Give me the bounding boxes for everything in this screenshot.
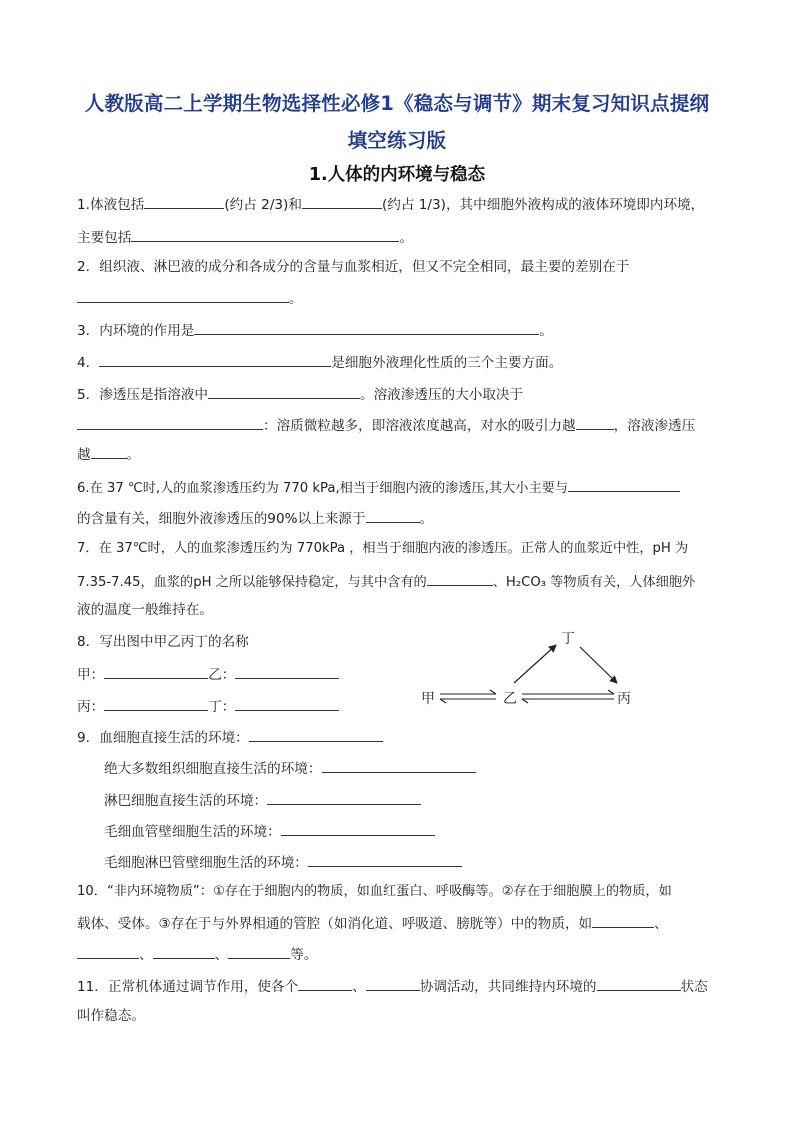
q8-label-yi: 乙：: [208, 667, 236, 683]
question-7-line-2: [77, 570, 695, 593]
q1-text-a: 1.体液包括: [77, 197, 145, 213]
q2-blank-1[interactable]: [77, 287, 289, 303]
q5-blank-3[interactable]: [576, 414, 614, 430]
q9-blank-2[interactable]: [322, 757, 476, 773]
section-title: 1.人体的内环境与稳态: [308, 165, 486, 185]
q5-text-a: 5．渗透压是指溶液中: [77, 387, 208, 403]
q9-blank-5[interactable]: [308, 851, 462, 867]
question-9-line-4: [104, 820, 435, 842]
q3-text-b: 。: [539, 323, 553, 339]
q9-text-d: 毛细血管壁细胞生活的环境：: [104, 824, 281, 840]
q10-text-a: 10．“非内环境物质”：①存在于细胞内的物质，如血红蛋白、呼吸酶等。②存在于细胞膜上的物质，如: [77, 884, 672, 899]
question-5-line-1: [77, 383, 523, 405]
q4-text-b: 是细胞外液理化性质的三个主要方面。: [331, 355, 563, 371]
question-8-prompt: [77, 632, 249, 652]
q5-text-e: 越: [77, 447, 91, 463]
q5-blank-2[interactable]: [77, 414, 263, 430]
q1-blank-1[interactable]: [144, 193, 224, 209]
q10-text-d: 、: [139, 947, 153, 963]
q3-text-a: 3．内环境的作用是: [77, 323, 195, 339]
q8-blank-jia[interactable]: [104, 663, 208, 679]
q7-blank-1[interactable]: [427, 570, 493, 586]
q6-text-b: 的含量有关，细胞外液渗透压的90%以上来源于: [77, 511, 366, 527]
q1-text-c: (约占 1/3)，其中细胞外液构成的液体环境即内环境，: [381, 197, 705, 213]
question-5-line-3: [77, 443, 140, 465]
diagram-arrows: [410, 625, 650, 715]
q10-text-e: 、: [214, 947, 229, 963]
question-10-line-1: [77, 882, 672, 902]
document-title-line2: 填空练习版: [347, 129, 447, 152]
q1-blank-2[interactable]: [302, 193, 382, 209]
q10-text-f: 等。: [290, 947, 318, 963]
q5-blank-1[interactable]: [208, 383, 360, 399]
question-1-line-1: [77, 193, 704, 215]
question-9-line-1: [77, 726, 383, 748]
q11-blank-2[interactable]: [366, 975, 420, 991]
q1-text-e: 。: [399, 230, 413, 246]
document-title-line1: 人教版高二上学期生物选择性必修1《稳态与调节》期末复习知识点提纲: [84, 92, 710, 115]
q8-blank-bing[interactable]: [104, 695, 208, 711]
q8-blank-yi[interactable]: [235, 663, 339, 679]
q1-text-b: (约占 2/3)和: [224, 197, 302, 213]
question-5-line-2: [77, 414, 695, 436]
q3-blank-1[interactable]: [194, 319, 539, 335]
q11-text-d: 状态: [680, 979, 708, 995]
q7-text-d: 液的温度一般维持在。: [77, 602, 213, 618]
arrow-yi-to-ding: [514, 645, 556, 683]
q11-blank-3[interactable]: [597, 975, 681, 991]
question-2-line-1: [77, 257, 629, 277]
q11-text-a: 11．正常机体通过调节作用，使各个: [77, 979, 299, 995]
q10-blank-4[interactable]: [228, 943, 290, 959]
q6-blank-2[interactable]: [366, 507, 420, 523]
q11-blank-1[interactable]: [298, 975, 352, 991]
question-11-line-1: [77, 975, 708, 997]
question-8-row-2: [77, 695, 339, 717]
question-7-line-3: [77, 600, 213, 620]
diagram-label-ding: 丁: [561, 631, 575, 647]
q9-blank-1[interactable]: [249, 726, 383, 742]
q6-blank-1[interactable]: [568, 476, 680, 492]
question-1-line-2: [77, 226, 413, 248]
q5-text-b: 。溶液渗透压的大小取决于: [360, 387, 524, 403]
q9-blank-4[interactable]: [281, 820, 435, 836]
question-9-line-5: [104, 851, 462, 873]
q9-text-c: 淋巴细胞直接生活的环境：: [104, 793, 268, 809]
q10-blank-1[interactable]: [592, 912, 654, 928]
q5-text-d: ，溶液渗透压: [613, 418, 696, 434]
question-2-line-2: [77, 287, 303, 309]
question-9-line-2: [104, 757, 476, 779]
q8-label-ding: 丁：: [208, 699, 236, 715]
question-9-line-3: [104, 789, 421, 811]
q1-blank-3[interactable]: [131, 226, 399, 242]
q10-blank-3[interactable]: [153, 943, 215, 959]
question-3: [77, 319, 553, 341]
q8-text-a: 8．写出图中甲乙丙丁的名称: [77, 634, 249, 650]
question-10-line-2: [77, 912, 668, 934]
q8-label-jia: 甲：: [77, 667, 105, 683]
q11-text-e: 叫作稳态。: [77, 1008, 145, 1024]
question-11-line-2: [77, 1006, 145, 1026]
q10-text-b: 载体、受体。③存在于与外界相通的管腔（如消化道、呼吸道、膀胱等）中的物质，如: [77, 916, 593, 932]
q5-blank-4[interactable]: [91, 443, 127, 459]
diagram-label-yi: 乙: [503, 691, 517, 707]
q10-text-c: 、: [654, 916, 668, 932]
q8-blank-ding[interactable]: [235, 695, 339, 711]
q2-text-a: 2．组织液、淋巴液的成分和各成分的含量与血浆相近，但又不完全相同，最主要的差别在于: [77, 259, 630, 275]
q2-text-b: 。: [289, 291, 303, 307]
q8-label-bing: 丙：: [77, 699, 105, 715]
q4-text-a: 4．: [77, 355, 100, 371]
q5-text-f: 。: [126, 447, 141, 463]
q4-blank-1[interactable]: [99, 351, 331, 367]
arrow-ding-to-bing: [580, 647, 617, 683]
q11-text-c: 协调活动，共同维持内环境的: [419, 979, 597, 995]
q7-text-a: 7．在 37℃时，人的血浆渗透压约为 770kPa ，相当于细胞内液的渗透压。正常人的血浆近中性，pH 为: [77, 541, 689, 556]
q6-text-a: 6.在 37 ℃时,人的血浆渗透压约为 770 kPa,相当于细胞内液的渗透压,其大小主要与: [77, 481, 569, 496]
q6-text-c: 。: [419, 511, 434, 527]
q9-text-e: 毛细胞淋巴管壁细胞生活的环境：: [104, 855, 308, 871]
body-fluid-diagram: [410, 625, 650, 715]
q5-text-c: ：溶质微粒越多，即溶液浓度越高，对水的吸引力越: [263, 418, 576, 434]
question-10-line-3: [77, 943, 317, 965]
q11-text-b: 、: [352, 979, 366, 995]
q9-text-b: 绝大多数组织细胞直接生活的环境：: [104, 761, 322, 777]
question-8-row-1: [77, 663, 339, 685]
question-6-line-1: [77, 476, 680, 499]
q7-text-b: 7.35-7.45，血浆的pH 之所以能够保持稳定，与其中含有的: [77, 575, 427, 590]
diagram-label-bing: 丙: [617, 691, 631, 707]
q9-blank-3[interactable]: [267, 789, 421, 805]
question-4: [77, 351, 562, 373]
q9-text-a: 9．血细胞直接生活的环境：: [77, 730, 249, 746]
q7-text-c: 、H₂CO₃ 等物质有关，人体细胞外: [492, 575, 696, 590]
question-7-line-1: [77, 539, 688, 559]
diagram-label-jia: 甲: [421, 691, 435, 707]
q10-blank-2[interactable]: [77, 943, 139, 959]
question-6-line-2: [77, 507, 433, 529]
q1-text-d: 主要包括: [77, 230, 132, 246]
